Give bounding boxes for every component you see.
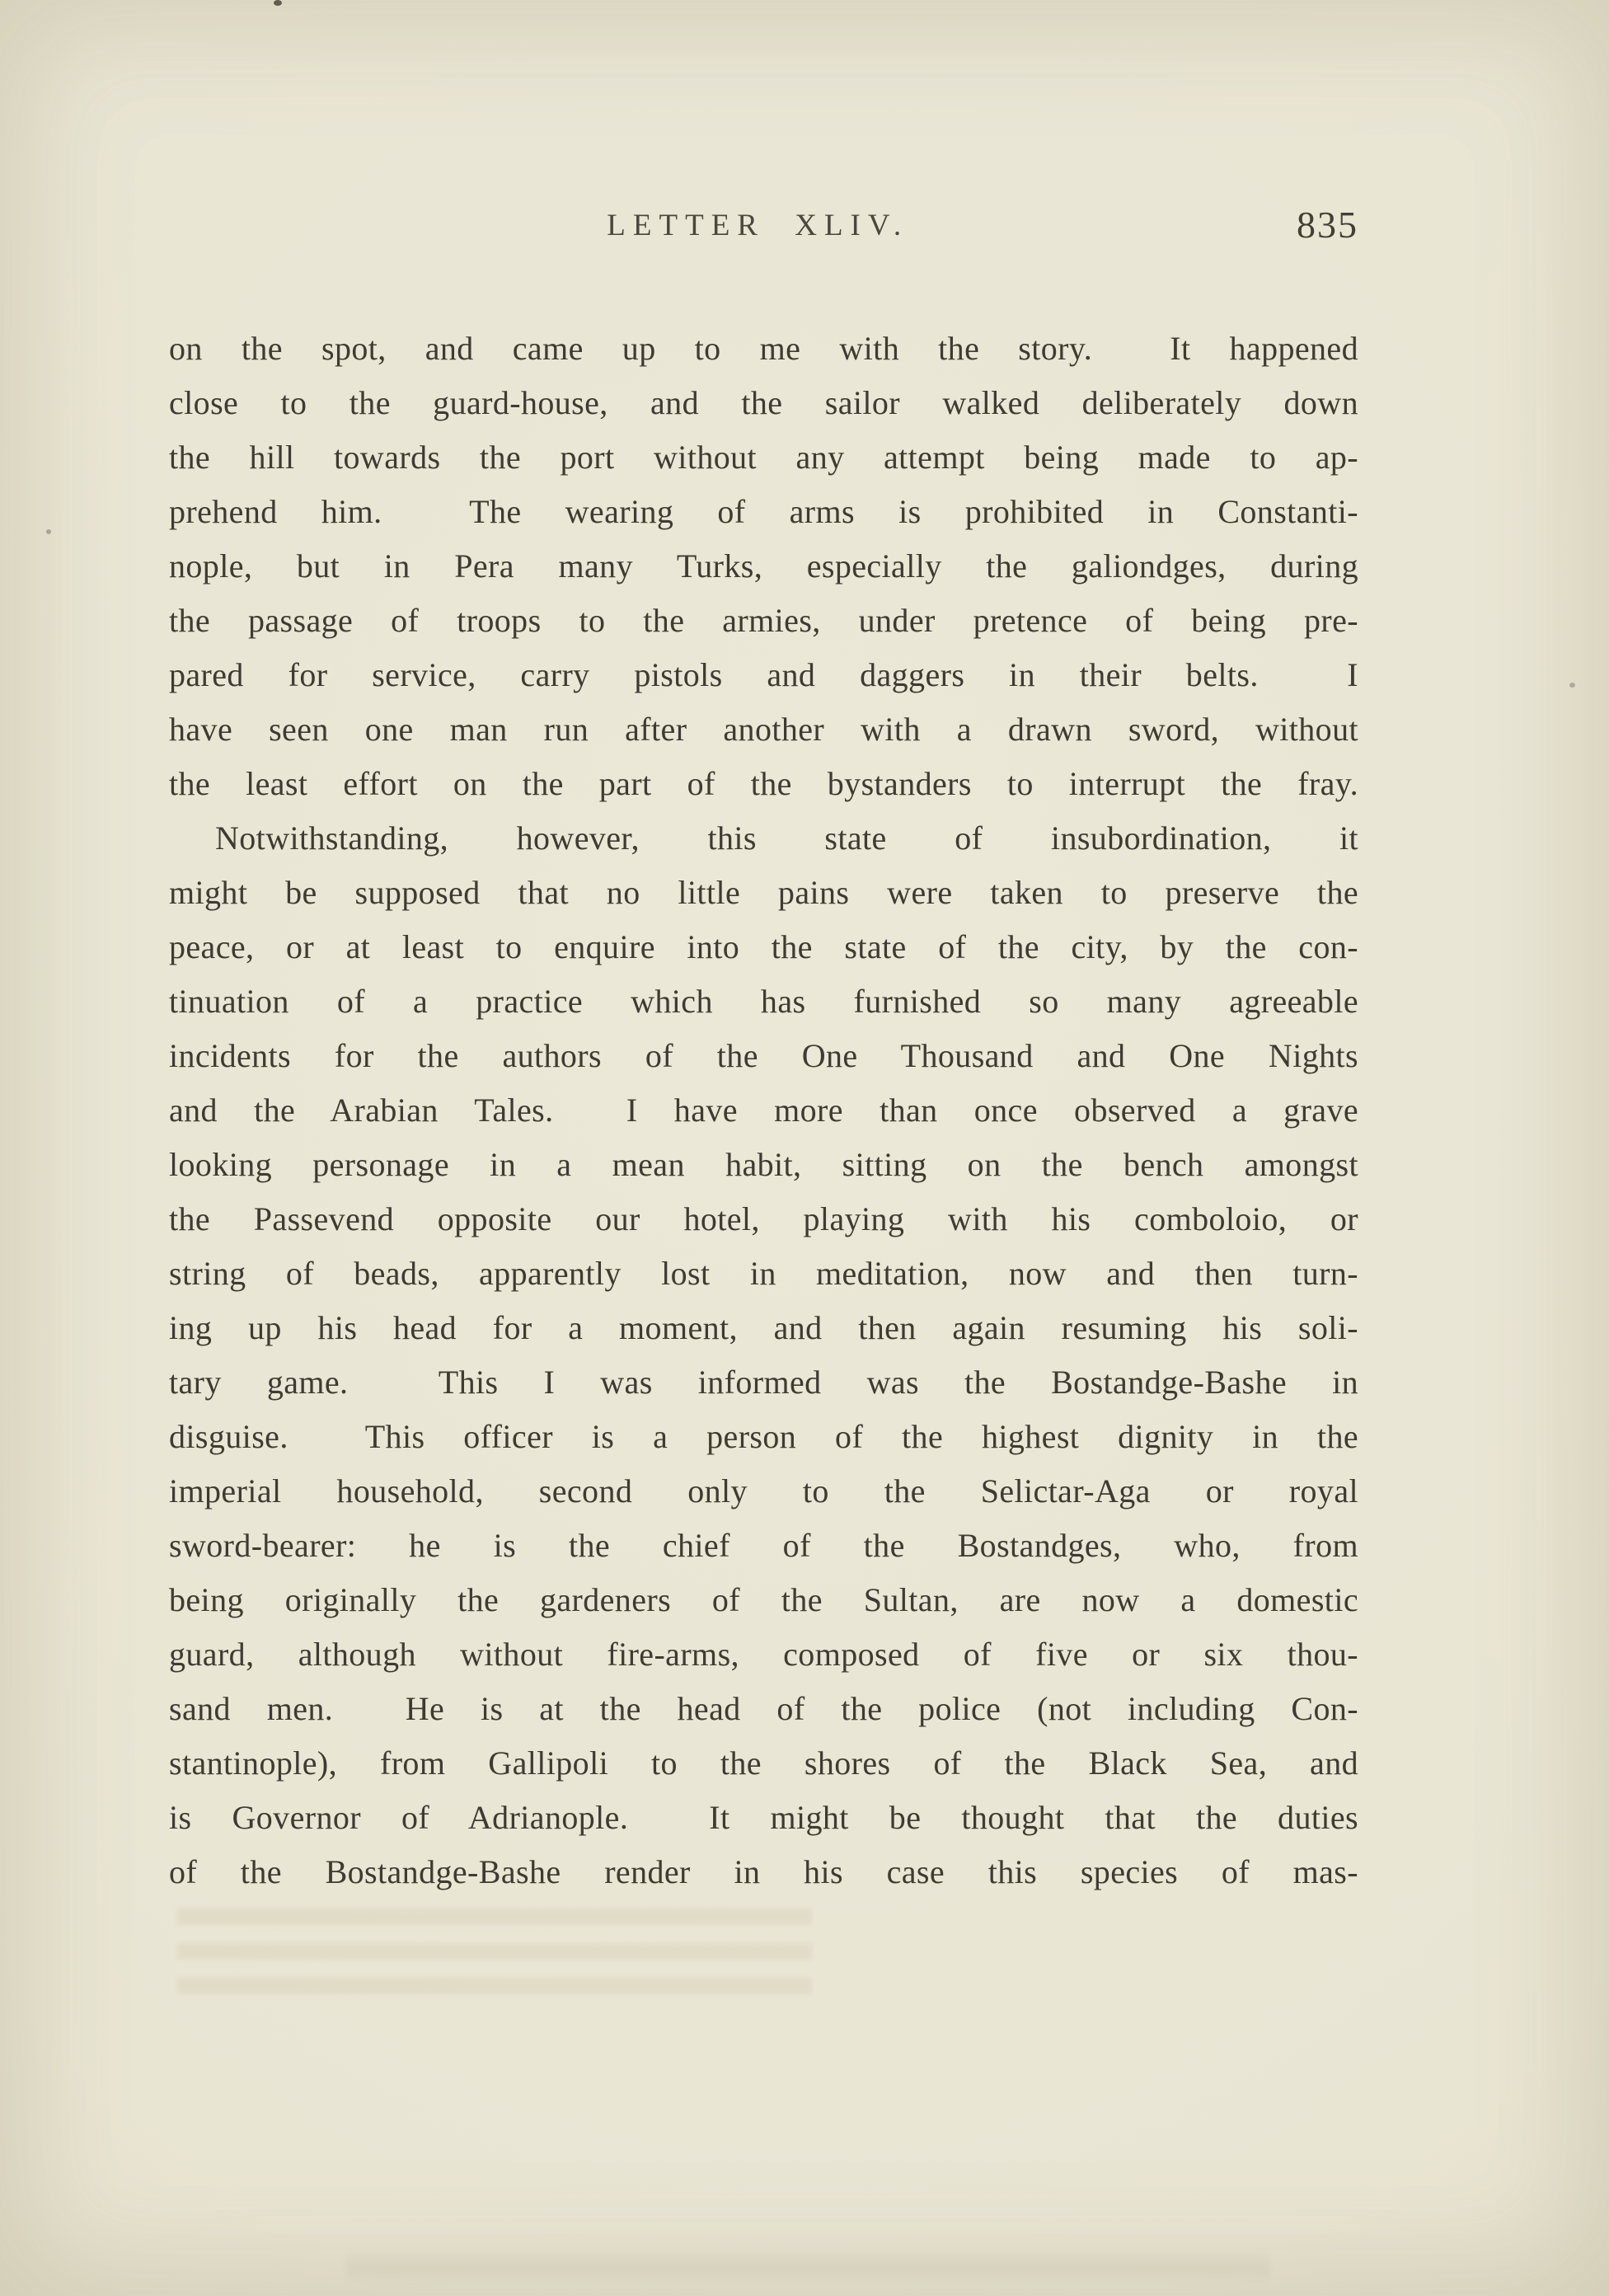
text-line: looking personage in a mean habit, sitting on the bench amongst xyxy=(169,1146,1358,1183)
text-line: and the Arabian Tales. I have more than once observed a grave xyxy=(169,1092,1358,1129)
scan-speck xyxy=(274,0,282,6)
text-line: being originally the gardeners of the Sultan, are now a domestic xyxy=(169,1581,1358,1618)
scan-speck xyxy=(46,529,51,534)
text-line: have seen one man run after another with a drawn sword, without xyxy=(169,711,1358,748)
bleed-through-marks xyxy=(177,1900,812,2003)
text-line: is Governor of Adrianople. It might be thought that the duties xyxy=(169,1799,1358,1836)
scan-speck xyxy=(1569,683,1575,688)
text-line: prehend him. The wearing of arms is prohibited in Constanti- xyxy=(169,493,1358,530)
text-line: the least effort on the part of the bystanders to interrupt the fray. xyxy=(169,765,1358,802)
text-line: disguise. This officer is a person of the highest dignity in the xyxy=(169,1418,1358,1455)
page-header xyxy=(169,204,1358,254)
text-line: imperial household, second only to the Selictar-Aga or royal xyxy=(169,1472,1358,1510)
text-line: might be supposed that no little pains were taken to preserve the xyxy=(169,874,1358,911)
text-line: sword-bearer: he is the chief of the Bostandges, who, from xyxy=(169,1527,1358,1564)
text-line: tary game. This I was informed was the Bostandge-Bashe in xyxy=(169,1364,1358,1401)
bleed-through-bottom xyxy=(346,2249,1269,2284)
text-line: Notwithstanding, however, this state of insubordination, it xyxy=(215,819,1358,857)
text-line: stantinople), from Gallipoli to the shores of the Black Sea, and xyxy=(169,1744,1358,1782)
text-line: nople, but in Pera many Turks, especially the galiondges, during xyxy=(169,547,1358,585)
running-title: LETTER XLIV. xyxy=(607,209,909,242)
text-line: incidents for the authors of the One Thousand and One Nights xyxy=(169,1037,1358,1074)
text-line: pared for service, carry pistols and daggers in their belts. I xyxy=(169,656,1358,693)
text-line: guard, although without fire-arms, composed of five or six thou- xyxy=(169,1636,1358,1673)
text-line: tinuation of a practice which has furnished so many agreeable xyxy=(169,983,1358,1020)
text-line: close to the guard-house, and the sailor walked deliberately down xyxy=(169,384,1358,421)
text-line: the Passevend opposite our hotel, playing with his comboloio, or xyxy=(169,1200,1358,1237)
text-line: peace, or at least to enquire into the state of the city, by the con- xyxy=(169,928,1358,965)
text-line: sand men. He is at the head of the police (not including Con- xyxy=(169,1690,1358,1727)
page-number: 835 xyxy=(1297,204,1358,246)
text-line: string of beads, apparently lost in meditation, now and then turn- xyxy=(169,1255,1358,1292)
text-line: the hill towards the port without any attempt being made to ap- xyxy=(169,439,1358,476)
text-line: ing up his head for a moment, and then again resuming his soli- xyxy=(169,1309,1358,1346)
text-line: the passage of troops to the armies, under pretence of being pre- xyxy=(169,602,1358,639)
text-line: on the spot, and came up to me with the story. It happened xyxy=(169,330,1358,367)
text-line: of the Bostandge-Bashe render in his case this species of mas- xyxy=(169,1853,1358,1890)
letter-text-block xyxy=(169,322,1358,1899)
